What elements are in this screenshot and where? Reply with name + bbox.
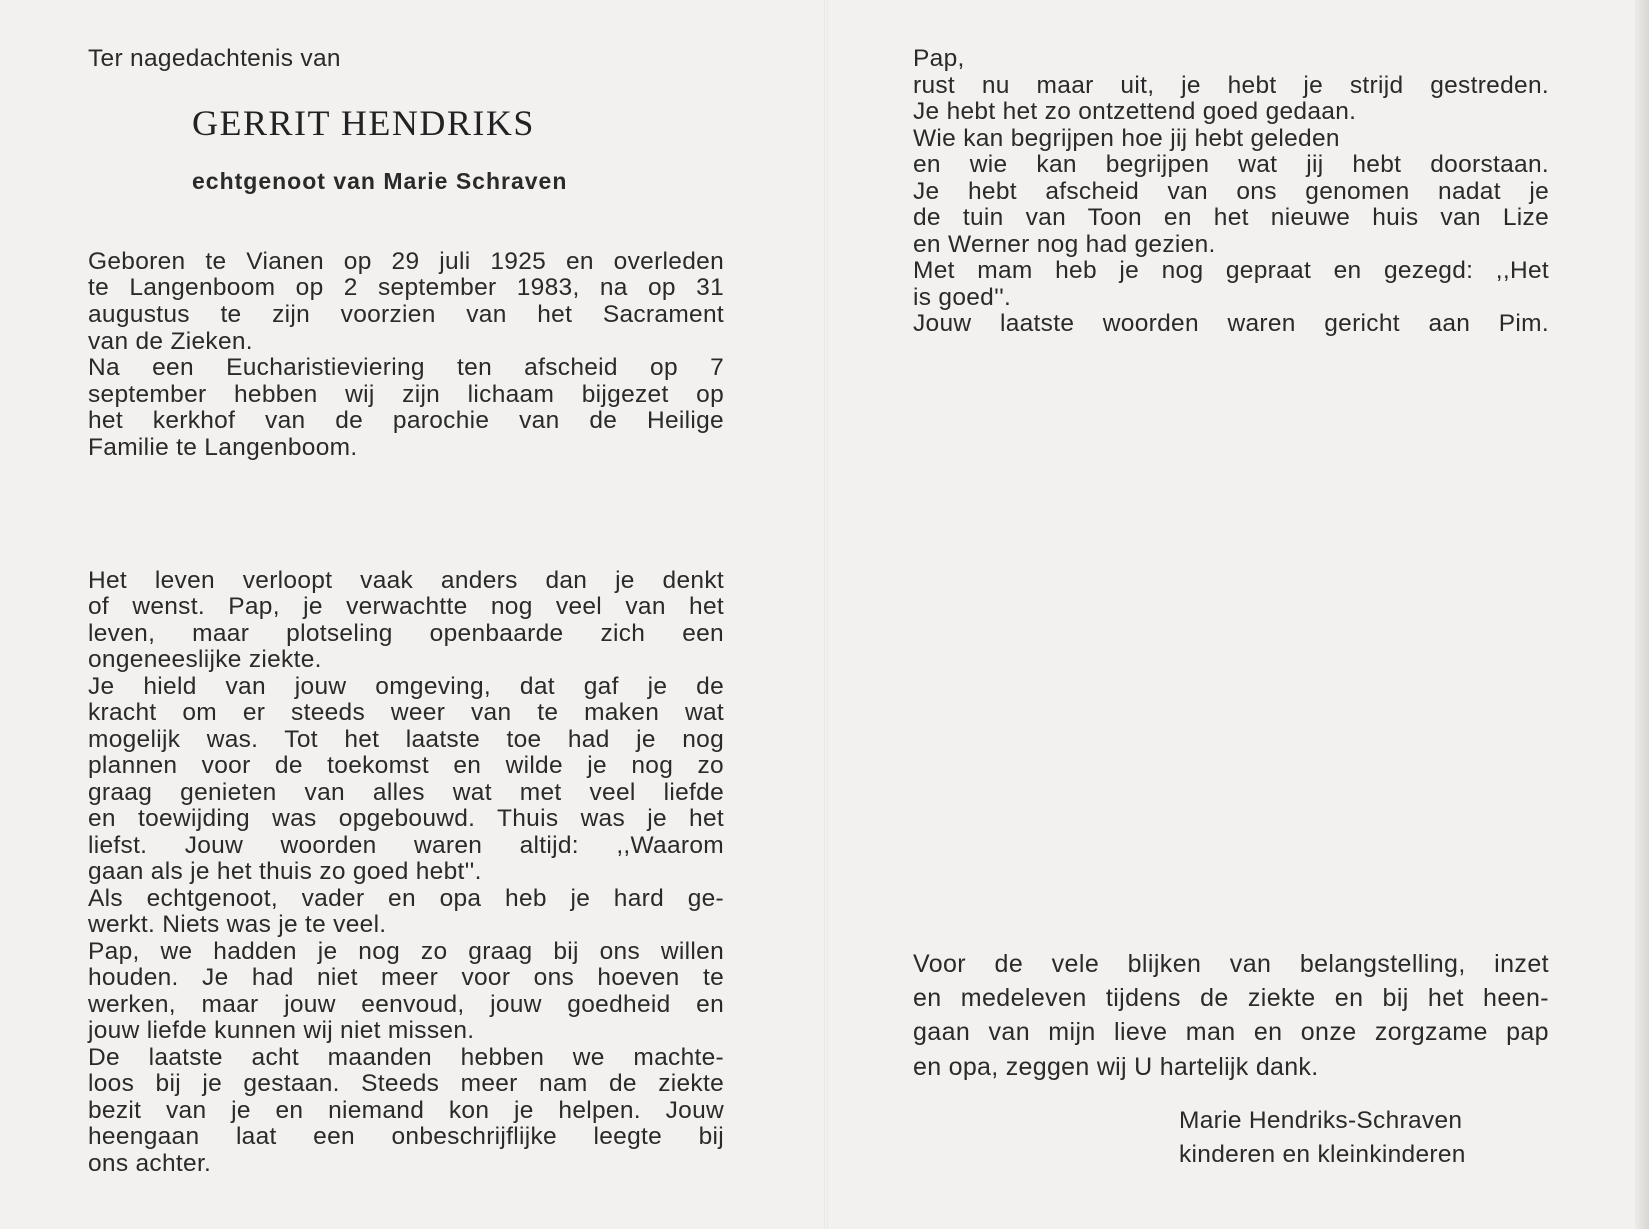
thanks-line: Voor de vele blijken van belangstelling, inzet bbox=[913, 950, 1549, 978]
bio-line: van de Zieken. bbox=[88, 328, 253, 355]
bio-line: september hebben wij zijn lichaam bijgezet op bbox=[88, 381, 724, 408]
tribute-line: Als echtgenoot, vader en opa heb je hard ge- bbox=[88, 885, 724, 912]
bio-line: Na een Eucharistieviering ten afscheid op 7 bbox=[88, 354, 724, 381]
tribute-line: en toewijding was opgebouwd. Thuis was je het bbox=[88, 805, 724, 832]
bio-line: te Langenboom op 2 september 1983, na op 31 bbox=[88, 274, 724, 301]
poem-line: Je hebt het zo ontzettend goed gedaan. bbox=[913, 98, 1357, 125]
poem-line: en Werner nog had gezien. bbox=[913, 231, 1216, 258]
card-edge bbox=[1635, 0, 1649, 1229]
thanks-line: en medeleven tijdens de ziekte en bij het heen- bbox=[913, 984, 1549, 1012]
tribute-line: houden. Je had niet meer voor ons hoeven te bbox=[88, 964, 724, 991]
tribute-line: De laatste acht maanden hebben we machte- bbox=[88, 1044, 724, 1071]
tribute-line: of wenst. Pap, je verwachtte nog veel van het bbox=[88, 593, 724, 620]
poem-line: is goed''. bbox=[913, 284, 1012, 311]
tribute-line: liefst. Jouw woorden waren altijd: ,,Waarom bbox=[88, 832, 724, 859]
poem-line: en wie kan begrijpen wat jij hebt doorstaan. bbox=[913, 151, 1549, 178]
tribute-line: heengaan laat een onbeschrijflijke leegte bij bbox=[88, 1123, 724, 1150]
poem-line: rust nu maar uit, je hebt je strijd gestreden. bbox=[913, 72, 1549, 99]
tribute-line: graag genieten van alles wat met veel liefde bbox=[88, 779, 724, 806]
bio-line: augustus te zijn voorzien van het Sacrament bbox=[88, 301, 724, 328]
tribute-line: Pap, we hadden je nog zo graag bij ons willen bbox=[88, 938, 724, 965]
tribute-line: kracht om er steeds weer van te maken wat bbox=[88, 699, 724, 726]
tribute-line: werken, maar jouw eenvoud, jouw goedheid en bbox=[88, 991, 724, 1018]
tribute-line: mogelijk was. Tot het laatste toe had je nog bbox=[88, 726, 724, 753]
tribute-line: loos bij je gestaan. Steeds meer nam de ziekte bbox=[88, 1070, 724, 1097]
bio-line: het kerkhof van de parochie van de Heilige bbox=[88, 407, 724, 434]
poem-line: Je hebt afscheid van ons genomen nadat je bbox=[913, 178, 1549, 205]
poem-line: Wie kan begrijpen hoe jij hebt geleden bbox=[913, 125, 1340, 152]
tribute-line: ons achter. bbox=[88, 1150, 212, 1177]
poem-line: Jouw laatste woorden waren gericht aan Pim. bbox=[913, 310, 1549, 337]
tribute-line: Je hield van jouw omgeving, dat gaf je de bbox=[88, 673, 724, 700]
tribute-line: Het leven verloopt vaak anders dan je denkt bbox=[88, 567, 724, 594]
deceased-name: GERRIT HENDRIKS bbox=[192, 103, 535, 143]
poem-line: de tuin van Toon en het nieuwe huis van Lize bbox=[913, 204, 1549, 231]
spouse-line: echtgenoot van Marie Schraven bbox=[192, 168, 568, 194]
poem-line: Pap, bbox=[913, 45, 965, 72]
signature-line: kinderen en kleinkinderen bbox=[1179, 1141, 1466, 1168]
tribute-line: plannen voor de toekomst en wilde je nog zo bbox=[88, 752, 724, 779]
intro-text: Ter nagedachtenis van bbox=[88, 45, 341, 72]
poem-line: Met mam heb je nog gepraat en gezegd: ,,Het bbox=[913, 257, 1549, 284]
tribute-line: ongeneeslijke ziekte. bbox=[88, 646, 322, 673]
tribute-line: leven, maar plotseling openbaarde zich een bbox=[88, 620, 724, 647]
tribute-line: jouw liefde kunnen wij niet missen. bbox=[88, 1017, 475, 1044]
bio-line: Geboren te Vianen op 29 juli 1925 en overleden bbox=[88, 248, 724, 275]
center-fold bbox=[824, 0, 828, 1229]
tribute-line: bezit van je en niemand kon je helpen. Jouw bbox=[88, 1097, 724, 1124]
thanks-line: gaan van mijn lieve man en onze zorgzame pap bbox=[913, 1018, 1549, 1046]
bio-line: Familie te Langenboom. bbox=[88, 434, 358, 461]
signature-line: Marie Hendriks-Schraven bbox=[1179, 1107, 1463, 1134]
thanks-line: en opa, zeggen wij U hartelijk dank. bbox=[913, 1053, 1319, 1081]
tribute-line: werkt. Niets was je te veel. bbox=[88, 911, 387, 938]
tribute-line: gaan als je het thuis zo goed hebt''. bbox=[88, 858, 482, 885]
